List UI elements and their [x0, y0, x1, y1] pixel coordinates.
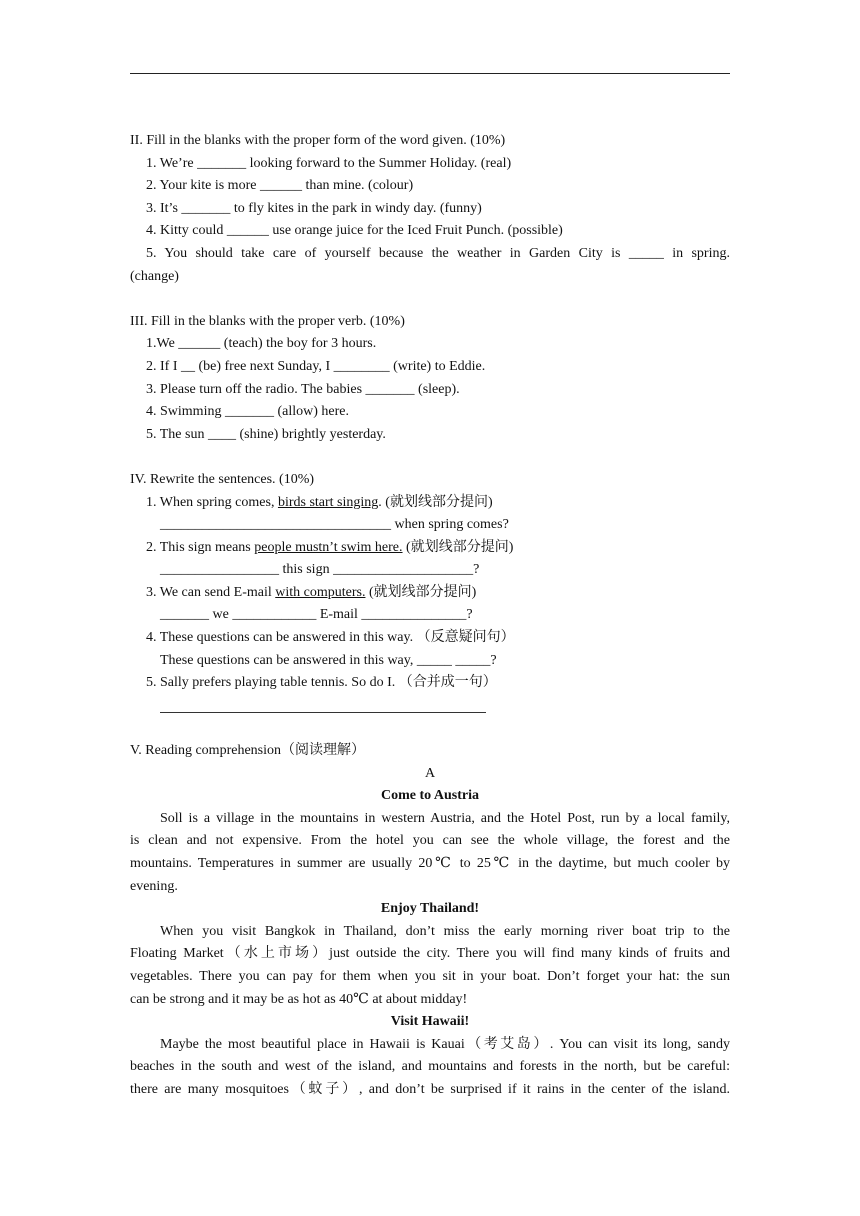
- section-ii-item-4: 4. Kitty could ______ use orange juice for the Iced Fruit Punch. (possible): [146, 223, 563, 239]
- section-ii-item-3: 3. It’s _______ to fly kites in the park in windy day. (funny): [146, 200, 482, 216]
- section-ii-item-5-cont: (change): [130, 268, 179, 284]
- thailand-line-1: When you visit Bangkok in Thailand, don’t miss the early morning river boat trip to the: [160, 923, 730, 939]
- section-iii-item-4: 4. Swimming _______ (allow) here.: [146, 404, 349, 420]
- hawaii-line-3: there are many mosquitoes（蚊子）, and don’t be surprised if it rains in the center of the island.: [130, 1081, 730, 1097]
- q2-underlined: people mustn’t swim here.: [254, 539, 403, 555]
- thailand-line-3: vegetables. There you can pay for them when you sit in your boat. Don’t forget your hat: the sun: [130, 968, 730, 984]
- header-rule: [130, 73, 730, 74]
- austria-line-1: Soll is a village in the mountains in western Austria, and the Hotel Post, run by a local family,: [160, 810, 730, 826]
- section-iv-heading: IV. Rewrite the sentences. (10%): [130, 471, 315, 487]
- section-iv-q4: 4. These questions can be answered in this way. （反意疑问句）: [146, 630, 515, 646]
- thailand-title: Enjoy Thailand!: [380, 901, 480, 917]
- section-ii-heading: II. Fill in the blanks with the proper form of the word given. (10%): [130, 133, 506, 148]
- q2-text: 2. This sign means: [146, 539, 255, 555]
- worksheet-content: [130, 130, 730, 1102]
- section-iv-q2-answer: _________________ this sign ____________________?: [160, 562, 480, 578]
- thailand-line-2: Floating Market（水上市场）just outside the city. There you will find many kinds of fruits and: [130, 946, 730, 962]
- section-iii-item-3: 3. Please turn off the radio. The babies _______ (sleep).: [146, 381, 460, 397]
- section-iv-q2: [130, 537, 730, 560]
- q1-instruction: . (就划线部分提问): [378, 494, 493, 510]
- part-label: A: [424, 765, 436, 781]
- q3-text: 3. We can send E-mail: [146, 584, 276, 600]
- q1-text: 1. When spring comes,: [146, 494, 278, 510]
- thailand-line-4: can be strong and it may be as hot as 40℃ at about midday!: [130, 991, 468, 1007]
- q3-instruction: (就划线部分提问): [365, 584, 477, 600]
- austria-line-3: mountains. Temperatures in summer are usually 20℃ to 25℃ in the daytime, but much cooler by: [130, 856, 730, 871]
- section-iv-q1: [130, 492, 730, 515]
- section-ii-item-2: 2. Your kite is more ______ than mine. (colour): [146, 178, 414, 194]
- section-iv-q3-answer: _______ we ____________ E-mail _______________?: [160, 607, 473, 623]
- section-iv-q5: 5. Sally prefers playing table tennis. So do I. （合并成一句）: [146, 675, 497, 691]
- austria-title: Come to Austria: [381, 788, 479, 804]
- section-iv-q3: [130, 582, 730, 605]
- hawaii-line-1: Maybe the most beautiful place in Hawaii is Kauai（考艾岛）. You can visit its long, sandy: [160, 1036, 730, 1052]
- section-iv-q1-answer: _________________________________ when spring comes?: [160, 517, 509, 533]
- austria-line-2: is clean and not expensive. From the hotel you can see the whole village, the forest and the: [130, 833, 730, 849]
- section-iii-item-5: 5. The sun ____ (shine) brightly yesterday.: [146, 426, 386, 442]
- hawaii-title: Visit Hawaii!: [390, 1014, 470, 1030]
- section-iii-item-1: 1.We ______ (teach) the boy for 3 hours.: [146, 336, 377, 352]
- section-v-heading: V. Reading comprehension（阅读理解）: [130, 743, 365, 759]
- q2-instruction: (就划线部分提问): [402, 539, 514, 555]
- section-iv-q4-answer: These questions can be answered in this way, _____ _____?: [160, 652, 497, 668]
- section-iii-item-2: 2. If I __ (be) free next Sunday, I ________ (write) to Eddie.: [146, 358, 486, 374]
- section-iii-heading: III. Fill in the blanks with the proper verb. (10%): [130, 313, 405, 329]
- hawaii-line-2: beaches in the south and west of the island, and mountains and forests in the north, but be careful:: [130, 1059, 730, 1075]
- section-ii-item-1: 1. We’re _______ looking forward to the Summer Holiday. (real): [146, 155, 512, 171]
- section-iv-q5-answer-line: [130, 695, 730, 718]
- q1-underlined: birds start singing: [277, 494, 379, 510]
- q3-underlined: with computers.: [275, 584, 366, 600]
- answer-blank-line: [160, 698, 486, 713]
- austria-line-4: evening.: [130, 878, 178, 894]
- section-ii-item-5: 5. You should take care of yourself because the weather in Garden City is _____ in spring.: [146, 245, 730, 261]
